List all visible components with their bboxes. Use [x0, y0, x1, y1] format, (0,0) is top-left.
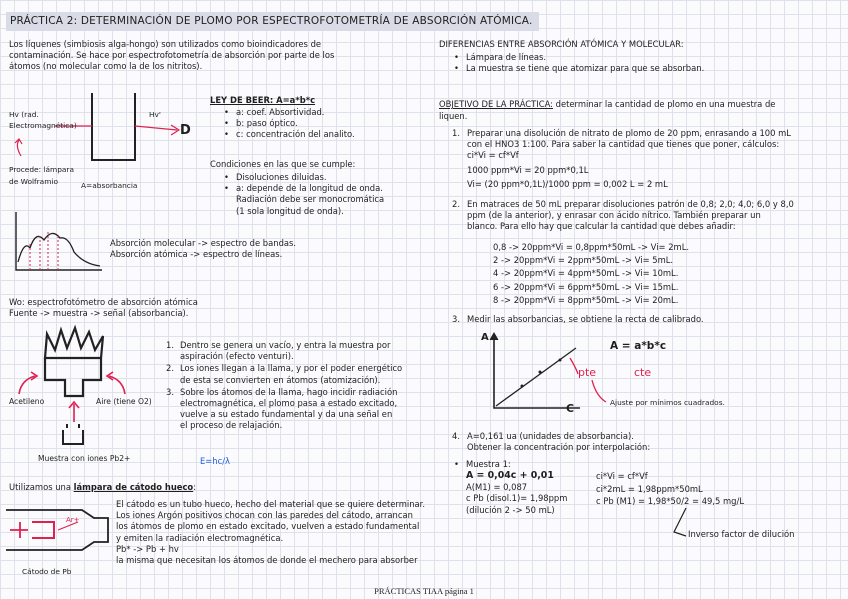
lamp-line: los átomos de plomo en estado excitado, vuelven a estado fundamental — [116, 521, 420, 532]
sample-result-line: ci*Vi = cf*Vf — [596, 471, 648, 481]
sample-cpb: c Pb (disol.1)= 1,98ppm — [466, 493, 568, 504]
procedure-num-1: 1. — [452, 128, 460, 138]
procedure-line: blanco. Para ello hay que calcular la cantidad que debes añadir: — [467, 221, 736, 232]
anode-wire — [10, 522, 28, 538]
dilution-calcs — [493, 241, 689, 307]
aire-label: Aire (tiene O2) — [96, 397, 152, 406]
calc-line: 2 -> 20ppm*Vi = 2ppm*50mL -> Vi= 5mL. — [493, 255, 674, 266]
radiation-line: (1 sola longitud de onda). — [236, 205, 344, 216]
calib-x-label: C — [566, 402, 575, 415]
spectrum-graph — [8, 210, 108, 280]
steps-list — [166, 340, 402, 432]
calibration-point — [539, 371, 542, 374]
difference-item: • Lámpara de líneas. — [454, 52, 704, 63]
procede-label-2: de Wolframio — [9, 177, 58, 186]
lamp-heading-bold: lámpara de cátodo hueco — [73, 482, 194, 492]
intro-line: contaminación. Se hace por espectrofotometría de absorción por parte de los — [9, 50, 335, 61]
objective-text-2: liquen. — [439, 111, 468, 121]
fit-arrow — [592, 380, 606, 402]
inverse-factor-label: Inverso factor de dilución — [688, 529, 795, 539]
hv-prime-label: Hv' — [149, 110, 161, 119]
calibration-graph — [484, 330, 624, 420]
calibration-point — [559, 359, 562, 362]
differences-list — [454, 52, 704, 74]
page-footer: PRÁCTICAS TIAA página 1 — [374, 586, 474, 596]
sample-beaker — [63, 424, 83, 444]
beer-heading: LEY DE BEER: A=a*b*c — [210, 95, 316, 105]
lamp-line: la misma que necesitan los átomos de donde el mechero para absorber — [116, 555, 418, 566]
step-line: electromagnética, el plomo pasa a estado excitado, — [180, 398, 398, 409]
spectrophotometer-flow: Fuente -> muestra -> señal (absorbancia). — [9, 308, 189, 319]
cte-label: cte — [634, 366, 652, 379]
step-line: Sobre los átomos de la llama, hago incidir radiación — [180, 386, 398, 397]
procedure-line: ci*Vi = cf*Vf — [467, 150, 519, 161]
hv-rad-label-2: Electromagnética) — [9, 121, 77, 130]
procedure-line: ppm (de la anterior), y enrasar con ácido nítrico. También preparar un — [467, 210, 761, 221]
spectra-notes — [110, 238, 296, 260]
beer-equation: A = a*b*c — [610, 340, 667, 352]
procedure-line: A=0,161 ua (unidades de absorbancia). — [467, 431, 634, 441]
procedure-num-2: 2. — [452, 199, 460, 209]
absorbancia-label: A=absorbancia — [81, 181, 138, 190]
y-axis-arrow — [490, 333, 498, 340]
lamp-line: Los iones Argón positivos chocan con las paredes del cátodo, arrancan — [116, 510, 413, 521]
page-title: PRÁCTICA 2: DETERMINACIÓN DE PLOMO POR ESPECTROFOTOMETRÍA DE ABSORCIÓN ATÓMICA. — [6, 12, 539, 31]
cathode-lamp-diagram — [4, 500, 114, 570]
step-line: el proceso de relajación. — [180, 420, 283, 431]
spectrophotometer-heading — [9, 297, 198, 319]
pte-label: pte — [578, 366, 597, 379]
objective-text: determinar la cantidad de plomo en una muestra de — [555, 99, 776, 109]
pte-arrow — [570, 358, 578, 374]
burner-body — [45, 358, 101, 396]
lamp-heading — [9, 482, 196, 493]
procedure-num-4: 4. — [452, 431, 460, 441]
step-item — [166, 387, 402, 432]
conditions-list — [224, 172, 384, 217]
beer-item: • a: coef. Absortividad. — [224, 107, 355, 118]
spectra-line: Absorción molecular -> espectro de bandas. — [110, 238, 297, 248]
lamp-line: Pb* -> Pb + hv — [116, 543, 179, 554]
cuvette — [92, 93, 135, 160]
step-line: vuelve a su estado fundamental y da una señal en — [180, 409, 393, 420]
lamp-heading-pre: Utilizamos una — [9, 482, 74, 492]
calc-line: 6 -> 20ppm*Vi = 6ppm*50mL -> Vi= 15mL. — [493, 281, 679, 292]
detector-label: D — [180, 123, 191, 138]
condition-item: • Disoluciones diluidas. — [224, 172, 384, 183]
procedure-step-4 — [467, 431, 650, 453]
calibration-line — [496, 348, 576, 406]
sample-dilution: (dilución 2 -> 50 mL) — [466, 504, 555, 515]
procede-label: Procede: lámpara — [9, 165, 74, 174]
procedure-num-3: 3. — [452, 314, 460, 324]
sample-result-line: ci*2mL = 1,98ppm*50mL — [596, 483, 703, 494]
ar-plus-label: Ar+ — [66, 516, 80, 524]
step-text — [180, 387, 397, 432]
hv-rad-label: Hv (rad. — [9, 110, 39, 119]
burner-diagram — [5, 322, 165, 452]
calc-line: 8 -> 20ppm*Vi = 8ppm*50mL -> Vi= 20mL. — [493, 294, 679, 305]
objective — [439, 99, 775, 110]
step-item — [166, 340, 402, 362]
beer-items — [224, 107, 355, 141]
step-num: 1. — [166, 340, 174, 350]
sample-equation: A = 0,04c + 0,01 — [466, 470, 554, 482]
spectra-line: Absorción atómica -> espectro de líneas. — [110, 249, 283, 260]
conditions-heading: Condiciones en las que se cumple: — [210, 159, 356, 169]
radiation-line: Radiación debe ser monocromática — [236, 194, 385, 205]
lamp-line: y emiten la radiación electromagnética. — [116, 532, 284, 543]
step-text — [180, 363, 402, 385]
beer-item: • c: concentración del analito. — [224, 129, 355, 140]
step-num: 3. — [166, 386, 174, 397]
intro-paragraph — [9, 39, 334, 73]
cathode-label: Cátodo de Pb — [22, 567, 72, 576]
fit-label: Ajuste por mínimos cuadrados. — [610, 398, 725, 407]
spectrum-axes — [16, 212, 102, 270]
sample-label: • Muestra 1: — [454, 459, 567, 470]
condition-item: • a: depende de la longitud de onda. — [224, 183, 384, 194]
calc-line: 4 -> 20ppm*Vi = 4ppm*50mL -> Vi= 10mL. — [493, 268, 679, 279]
cathode-cup — [32, 522, 54, 538]
procedure-line: Preparar una disolución de nitrato de plomo de 20 ppm, enrasando a 100 mL — [467, 128, 791, 138]
step-line: de esta se convierten en átomos (atomización). — [180, 374, 381, 385]
beam-line-out — [135, 126, 177, 130]
acetileno-label: Acetileno — [9, 397, 45, 406]
step-text — [180, 340, 390, 362]
sample-calc-left — [454, 459, 567, 516]
step-line: Los iones llegan a la llama, y por el poder energético — [180, 363, 403, 374]
difference-item: • La muestra se tiene que atomizar para que se absorban. — [454, 63, 704, 74]
step-item — [166, 363, 402, 385]
flame-shape — [45, 328, 103, 358]
beer-item: • b: paso óptico. — [224, 118, 355, 129]
energy-equation: E=hc/λ — [200, 456, 230, 466]
procedure-step-3: Medir las absorbancias, se obtiene la recta de calibrado. — [467, 314, 704, 324]
muestra-label: Muestra con iones Pb2+ — [38, 454, 131, 463]
spectrophotometer-title: Wo: espectrofotómetro de absorción atómica — [9, 297, 198, 307]
procedure-step-1 — [467, 128, 791, 190]
calc-line: 0,8 -> 20ppm*Vi = 0,8ppm*50mL -> Vi= 2mL. — [493, 242, 690, 252]
lamp-heading-post: : — [193, 482, 197, 492]
procedure-line: con el HNO3 1:100. Para saber la cantidad que tienes que poner, cálculos: — [467, 139, 780, 150]
lamp-line: El cátodo es un tubo hueco, hecho del material que se quiere determinar. — [116, 499, 425, 509]
procedure-line: En matraces de 50 mL preparar disoluciones patrón de 0,8; 2,0; 4,0; 6,0 y 8,0 — [467, 199, 794, 209]
differences-heading: DIFERENCIAS ENTRE ABSORCIÓN ATÓMICA Y MOLECULAR: — [439, 39, 684, 49]
sample-result-line: c Pb (M1) = 1,98*50/2 = 49,5 mg/L — [596, 496, 744, 507]
sample-am: A(M1) = 0,087 — [466, 482, 528, 493]
procedure-line: 1000 ppm*Vi = 20 ppm*0,1L — [467, 164, 589, 175]
calibration-axes — [494, 334, 580, 408]
step-num: 2. — [166, 363, 174, 374]
objective-heading: OBJETIVO DE LA PRÁCTICA: — [439, 99, 553, 109]
line-spectrum-lines — [30, 230, 58, 270]
lamp-description — [116, 499, 425, 566]
procedure-line: Obtener la concentración por interpolación: — [467, 442, 651, 453]
calibration-point — [521, 385, 524, 388]
procedure-line: Vi= (20 ppm*0,1L)/1000 ppm = 0,002 L = 2 mL — [467, 178, 668, 189]
calib-y-label: A — [481, 332, 489, 343]
procedure-step-2 — [467, 199, 794, 233]
step-line: aspiración (efecto venturi). — [180, 351, 294, 362]
step-line: Dentro se genera un vacío, y entra la muestra por — [180, 340, 391, 350]
intro-line: Los líquenes (simbiosis alga-hongo) son utilizados como bioindicadores de — [9, 39, 322, 49]
intro-line: átomos (no molecular como la de los nitritos). — [9, 61, 203, 72]
sample-calc-right — [596, 470, 744, 508]
